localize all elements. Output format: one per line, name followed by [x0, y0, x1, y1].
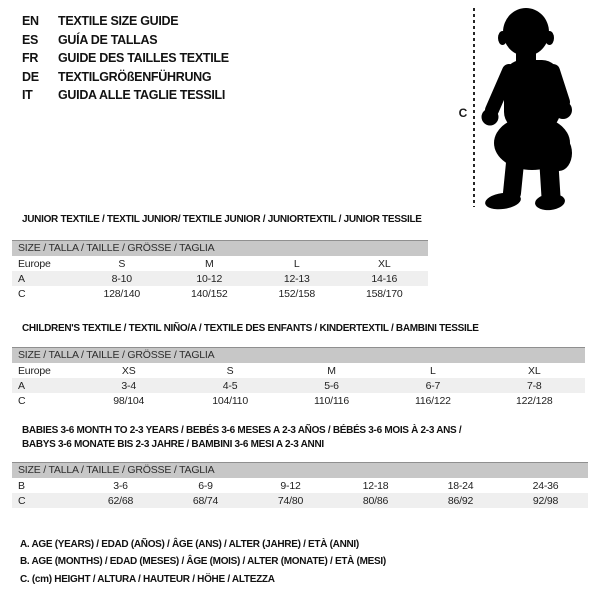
lang-row-es	[22, 31, 229, 50]
table-row	[12, 256, 428, 271]
row-label: C	[18, 494, 26, 507]
table-row	[12, 493, 588, 508]
lang-row-it	[22, 86, 229, 105]
babies-size-header-bar: SIZE / TALLA / TAILLE / GRÖSSE / TAGLIA	[12, 462, 588, 478]
height-measure-label: C	[458, 106, 468, 120]
junior-table-title: JUNIOR TEXTILE / TEXTIL JUNIOR/ TEXTILE JUNIOR / JUNIORTEXTIL / JUNIOR TESSILE	[22, 214, 422, 225]
lang-row-de	[22, 68, 229, 87]
table-cell: 128/140	[103, 287, 141, 300]
table-cell: 3-6	[113, 479, 128, 492]
baby-silhouette-image	[480, 5, 578, 211]
table-cell: 3-4	[121, 379, 136, 392]
table-cell: L	[293, 257, 300, 270]
lang-label: TEXTILE SIZE GUIDE	[58, 14, 179, 28]
legend-line-c: C. (cm) HEIGHT / ALTURA / HAUTEUR / HÖHE / ALTEZZA	[20, 573, 275, 585]
table-cell: 12-18	[362, 479, 389, 492]
table-cell: 104/110	[212, 394, 248, 407]
table-cell: M	[327, 364, 336, 377]
table-cell: 24-36	[532, 479, 559, 492]
table-cell: 140/152	[190, 287, 228, 300]
table-cell: L	[430, 364, 436, 377]
table-cell: 8-10	[111, 272, 132, 285]
table-cell: 158/170	[365, 287, 403, 300]
babies-textile-section	[12, 424, 588, 508]
table-cell: 5-6	[324, 379, 339, 392]
row-label: C	[18, 287, 26, 300]
table-cell: 6-7	[425, 379, 441, 392]
row-label: Europe	[18, 364, 51, 377]
table-cell: XL	[528, 364, 541, 377]
row-label: Europe	[18, 257, 51, 270]
language-list	[22, 12, 229, 105]
table-cell: 122/128	[516, 394, 553, 407]
row-label: A	[18, 379, 25, 392]
table-cell: 116/122	[414, 394, 451, 407]
height-measure-dashed-line	[473, 8, 475, 207]
table-row	[12, 378, 585, 393]
lang-label: GUIDE DES TAILLES TEXTILE	[58, 51, 229, 66]
table-cell: S	[226, 364, 234, 377]
table-cell: 14-16	[371, 272, 398, 285]
table-cell: M	[204, 257, 214, 270]
children-textile-section	[12, 322, 585, 409]
table-cell: 12-13	[283, 272, 310, 285]
table-row	[12, 478, 588, 493]
children-table-title: CHILDREN'S TEXTILE / TEXTIL NIÑO/A / TEXTILE DES ENFANTS / KINDERTEXTIL / BAMBINI TESSILE	[22, 323, 479, 334]
babies-table-title-line1: BABIES 3-6 MONTH TO 2-3 YEARS / BEBÉS 3-6 MESES A 2-3 AÑOS / BÉBÉS 3-6 MOIS À 2-3 ANS /	[22, 425, 462, 436]
table-cell: 6-9	[198, 479, 213, 492]
lang-code: IT	[22, 88, 33, 103]
table-cell: 62/68	[107, 494, 134, 507]
lang-label: TEXTILGRÖßENFÜHRUNG	[58, 69, 212, 84]
babies-table-title-line2: BABYS 3-6 MONATE BIS 2-3 JAHRE / BAMBINI 3-6 MESI A 2-3 ANNI	[22, 439, 324, 450]
table-cell: 18-24	[447, 479, 474, 492]
table-cell: 80/86	[362, 494, 389, 507]
lang-code: ES	[22, 32, 39, 47]
table-cell: 4-5	[222, 379, 238, 392]
table-row	[12, 286, 428, 301]
lang-code: DE	[22, 69, 39, 84]
lang-code: FR	[22, 51, 39, 66]
legend-line-a: A. AGE (YEARS) / EDAD (AÑOS) / ÂGE (ANS) / ALTER (JAHRE) / ETÀ (ANNI)	[20, 539, 359, 550]
table-cell: 68/74	[192, 494, 219, 507]
table-cell: 92/98	[532, 494, 559, 507]
lang-label: GUIDA ALLE TAGLIE TESSILI	[58, 88, 226, 103]
children-size-table	[12, 363, 585, 409]
junior-textile-section	[12, 213, 428, 302]
table-cell: XS	[121, 364, 136, 377]
table-cell: 152/158	[278, 287, 316, 300]
table-cell: XL	[378, 257, 391, 270]
row-label: C	[18, 394, 26, 407]
table-cell: 7-8	[526, 379, 542, 392]
babies-size-table	[12, 478, 588, 508]
children-size-header-bar: SIZE / TALLA / TAILLE / GRÖSSE / TAGLIA	[12, 347, 585, 363]
row-label: A	[18, 272, 25, 285]
table-cell: 110/116	[313, 394, 349, 407]
legend	[20, 536, 386, 588]
table-cell: 9-12	[280, 479, 301, 492]
table-row	[12, 363, 585, 378]
lang-label: GUÍA DE TALLAS	[58, 32, 158, 47]
table-row	[12, 393, 585, 408]
table-cell: 98/104	[113, 394, 145, 407]
lang-row-fr	[22, 49, 229, 68]
table-cell: 86/92	[447, 494, 474, 507]
table-cell: S	[118, 257, 126, 270]
junior-size-table	[12, 256, 428, 302]
table-cell: 74/80	[277, 494, 304, 507]
junior-size-header-bar: SIZE / TALLA / TAILLE / GRÖSSE / TAGLIA	[12, 240, 428, 256]
lang-row-en	[22, 12, 229, 31]
table-cell: 10-12	[196, 272, 223, 285]
lang-code: EN	[22, 14, 39, 28]
legend-line-b: B. AGE (MONTHS) / EDAD (MESES) / ÂGE (MOIS) / ALTER (MONATE) / ETÀ (MESI)	[20, 556, 386, 568]
table-row	[12, 271, 428, 286]
row-label: B	[18, 479, 25, 492]
